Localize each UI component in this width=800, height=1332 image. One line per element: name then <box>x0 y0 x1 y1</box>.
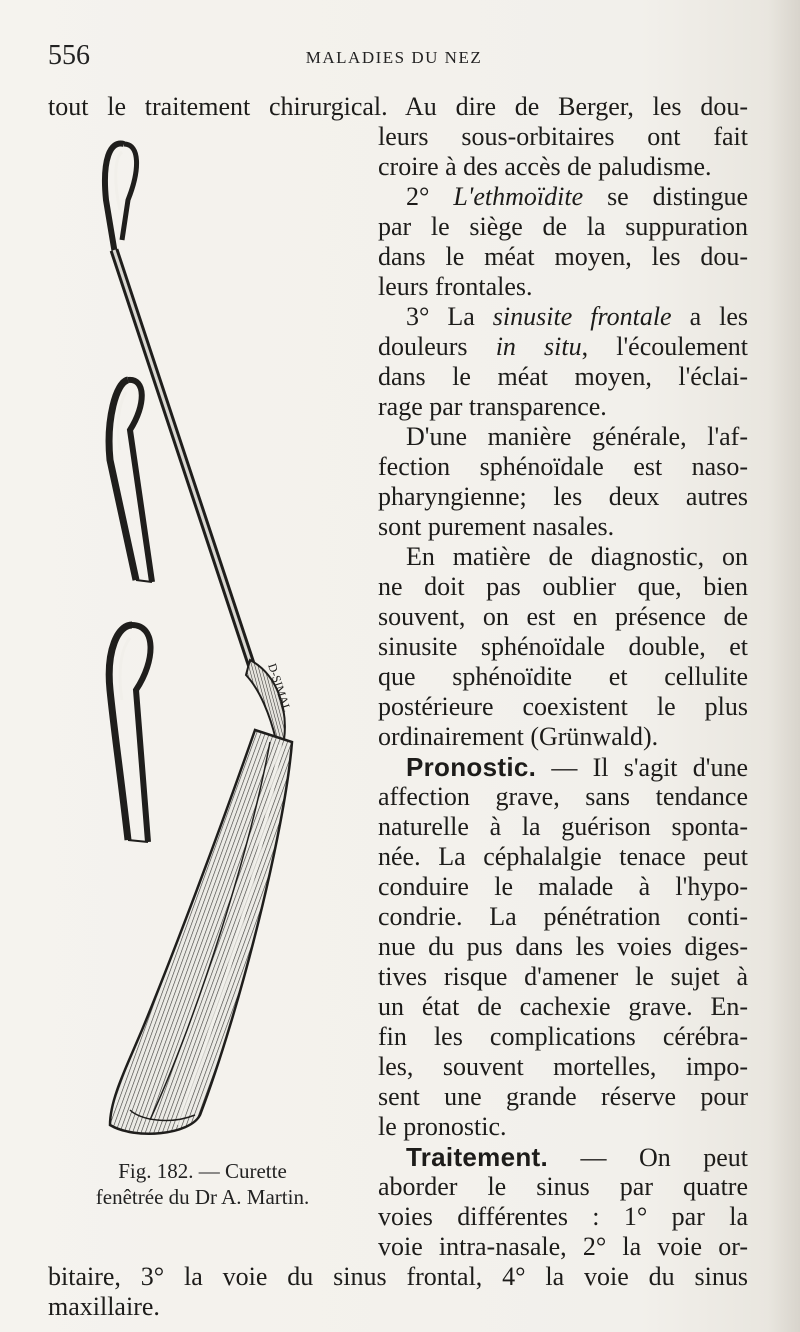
text-line: que sphénoïdite et cellulite <box>378 662 748 691</box>
text-line: dans le méat moyen, l'éclai- <box>378 362 748 391</box>
text-line: conduire le malade à l'hypo- <box>378 872 748 901</box>
page-number: 556 <box>48 40 90 71</box>
text-line <box>406 752 748 783</box>
text-span: — Il s'agit d'une <box>536 753 748 782</box>
text-span: — On peut <box>548 1143 748 1172</box>
text-line: pharyngienne; les deux autres <box>378 482 748 511</box>
text-line: ordinairement (Grünwald). <box>378 722 659 751</box>
text-line: tout le traitement chirurgical. Au dire de Berger, les dou- <box>48 92 748 121</box>
text-line: tives risque d'amener le sujet à <box>378 962 748 991</box>
text-line: affection grave, sans tendance <box>378 782 748 811</box>
text-line <box>378 332 748 362</box>
text-line: leurs sous-orbitaires ont fait <box>378 122 748 151</box>
text-span: 3° La <box>406 302 493 331</box>
section-heading-pronostic: Pronostic. <box>406 752 537 782</box>
text-line: aborder le sinus par quatre <box>378 1172 748 1201</box>
curette-illustration <box>80 130 310 1150</box>
text-line: leurs frontales. <box>378 272 533 301</box>
text-line: par le siège de la suppuration <box>378 212 748 241</box>
text-line: fection sphénoïdale est naso- <box>378 452 748 481</box>
text-line: dans le méat moyen, les dou- <box>378 242 748 271</box>
text-line <box>406 1142 748 1173</box>
text-line: le pronostic. <box>378 1112 507 1141</box>
text-line: sinusite sphénoïdale double, et <box>378 632 748 661</box>
text-span: douleurs <box>378 332 496 361</box>
text-line: postérieure coexistent le plus <box>378 692 748 721</box>
text-line: nue du pus dans les voies diges- <box>378 932 748 961</box>
text-line: condrie. La pénétration conti- <box>378 902 748 931</box>
text-line: un état de cachexie grave. En- <box>378 992 748 1021</box>
text-line <box>406 182 748 212</box>
text-line: sont purement nasales. <box>378 512 615 541</box>
text-line: En matière de diagnostic, on <box>406 542 748 571</box>
italic-term: sinusite frontale <box>492 302 672 331</box>
text-line: maxillaire. <box>48 1292 160 1321</box>
text-line: sent une grande réserve pour <box>378 1082 748 1111</box>
running-title: MALADIES DU NEZ <box>305 48 483 67</box>
text-line: bitaire, 3° la voie du sinus frontal, 4° la voie du sinus <box>48 1262 748 1291</box>
text-line: les, souvent mortelles, impo- <box>378 1052 748 1081</box>
italic-term: in situ <box>495 332 582 361</box>
figure-caption-line-2: fenêtrée du Dr A. Martin. <box>95 1185 310 1209</box>
italic-term: L'ethmoïdite <box>453 182 584 211</box>
text-line: D'une manière générale, l'af- <box>406 422 748 451</box>
text-span: 2° <box>406 182 454 211</box>
text-line: voie intra-nasale, 2° la voie or- <box>378 1232 748 1261</box>
text-line <box>406 302 748 332</box>
text-line: fin les complications cérébra- <box>378 1022 748 1051</box>
text-line: souvent, on est en présence de <box>378 602 748 631</box>
text-line: ne doit pas oublier que, bien <box>378 572 748 601</box>
text-line: née. La céphalalgie tenace peut <box>378 842 748 871</box>
text-line: naturelle à la guérison sponta- <box>378 812 748 841</box>
figure-caption-line-1: Fig. 182. — Curette <box>118 1159 287 1183</box>
text-span: , l'écoulement <box>581 332 748 361</box>
section-heading-traitement: Traitement. <box>406 1142 549 1172</box>
text-span: a les <box>671 302 749 331</box>
text-span: se distingue <box>583 182 748 211</box>
text-line: voies différentes : 1° par la <box>378 1202 748 1231</box>
text-line: croire à des accès de paludisme. <box>378 152 712 181</box>
page-header <box>48 40 740 74</box>
text-line: rage par transparence. <box>378 392 607 421</box>
maker-stamp: D-SIMAL <box>265 661 294 714</box>
